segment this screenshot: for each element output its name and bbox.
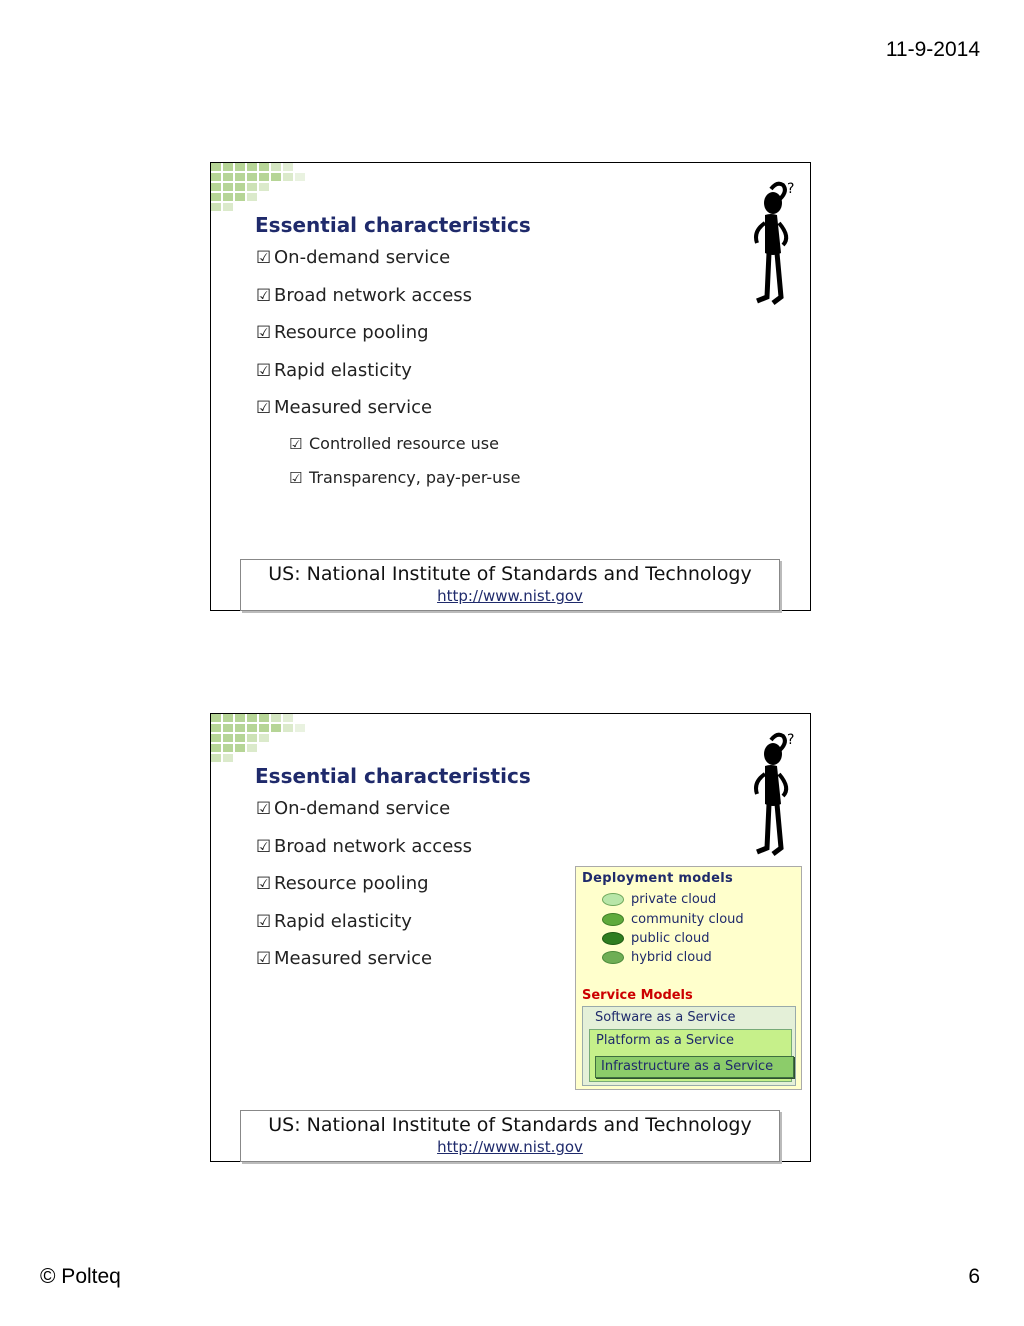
bullet-list [256,798,472,986]
source-link[interactable]: http://www.nist.gov [437,587,583,605]
checkbox-icon: ☑ [256,360,272,381]
paas-label: Platform as a Service [596,1033,734,1048]
copyright: © Polteq [40,1265,121,1288]
checkbox-icon: ☑ [256,911,272,932]
checkbox-icon: ☑ [256,248,272,268]
list-item: ☑ Measured service [256,397,433,419]
iaas-layer [595,1056,794,1078]
source-box [240,559,780,611]
thinking-stick-figure-icon [743,724,803,864]
list-item: ☑ Broad network access [256,284,473,306]
checkbox-icon: ☑ [256,874,272,895]
source-name: US: National Institute of Standards and Technology [268,563,752,585]
checkbox-icon: ☑ [256,799,272,819]
cloud-icon [602,893,624,906]
list-item: private cloud [602,890,744,909]
checkbox-icon: ☑ [256,398,272,419]
list-item: ☑ Resource pooling [256,873,429,895]
list-item: ☑ Measured service [256,948,433,970]
list-item: ☑ On-demand service [256,798,451,819]
checkbox-icon: ☑ [256,949,272,970]
deployment-models-title: Deployment models [582,871,734,886]
slide-1 [210,162,811,611]
list-item: public cloud [602,929,744,948]
checkbox-icon: ☑ [256,323,272,344]
service-models-title: Service Models [582,988,693,1003]
slide-title: Essential characteristics [255,213,531,237]
source-box [240,1110,780,1162]
checkbox-icon: ☑ [256,285,272,306]
list-item: hybrid cloud [602,948,744,967]
checkbox-icon: ☑ [289,469,303,487]
cloud-models-panel [575,866,802,1090]
svg-text:?: ? [787,181,795,197]
list-item: ☑ Controlled resource use [289,434,499,453]
list-item: ☑ On-demand service [256,247,451,268]
source-link[interactable]: http://www.nist.gov [437,1138,583,1156]
list-item: ☑ Rapid elasticity [256,359,412,381]
svg-text:?: ? [787,732,795,748]
deployment-models-list [602,890,744,968]
list-item: ☑ Broad network access [256,835,473,857]
saas-layer [582,1006,796,1086]
iaas-label: Infrastructure as a Service [601,1059,774,1074]
list-item: ☑ Transparency, pay-per-use [289,468,521,487]
source-name: US: National Institute of Standards and Technology [268,1114,752,1136]
list-item: ☑ Resource pooling [256,322,429,344]
cloud-icon [602,932,624,945]
page-number: 6 [968,1265,980,1288]
checkbox-icon: ☑ [256,836,272,857]
bullet-list [256,247,472,435]
paas-layer [589,1029,792,1082]
checkbox-icon: ☑ [289,435,303,453]
slide-2 [210,713,811,1162]
thinking-stick-figure-icon [743,173,803,313]
saas-label: Software as a Service [595,1010,736,1025]
sub-bullet-list [289,434,520,502]
cloud-icon [602,951,624,964]
page-date: 11-9-2014 [885,38,980,61]
list-item: community cloud [602,909,744,928]
slide-title: Essential characteristics [255,764,531,788]
cloud-icon [602,913,624,926]
list-item: ☑ Rapid elasticity [256,910,412,932]
